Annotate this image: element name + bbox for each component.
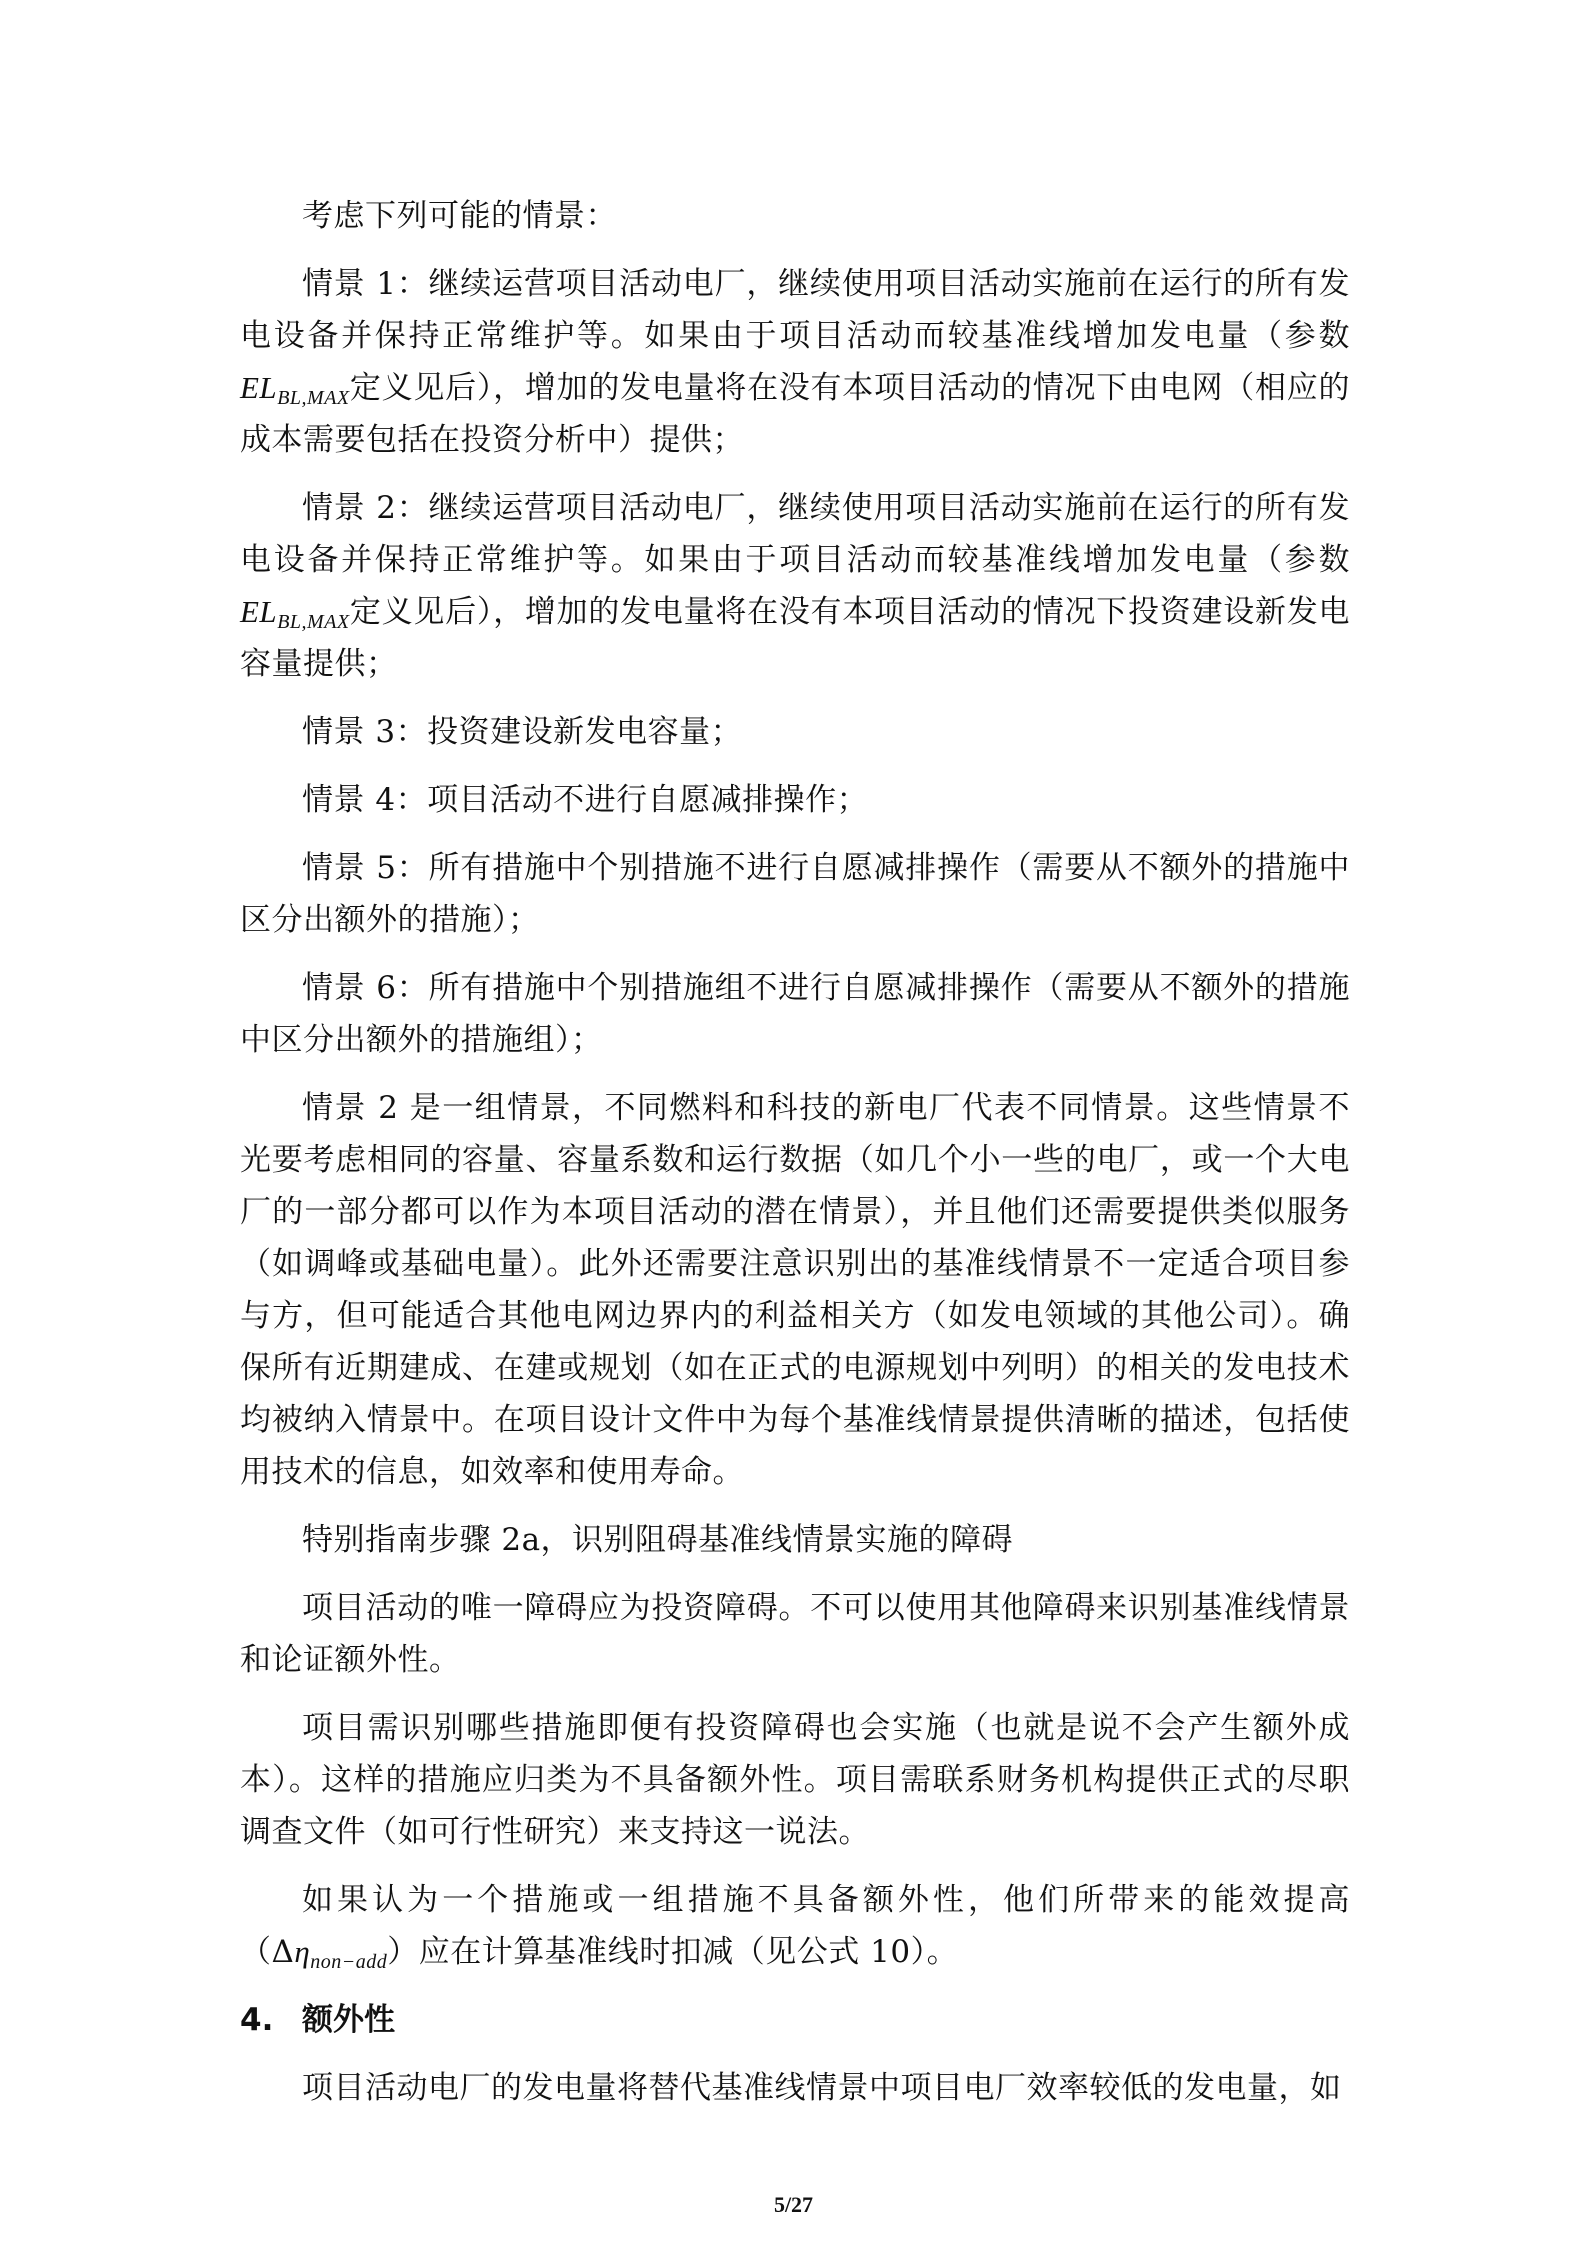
delta-symbol: Δ [271,1934,295,1970]
variable-main: EL [240,370,278,405]
variable-subscript: BL,MAX [277,387,350,409]
scenario-2-text-a: 情景 2：继续运营项目活动电厂，继续使用项目活动实施前在运行的所有发电设备并保持正常维护等。如果由于项目活动而较基准线增加发电量（参数 [240,490,1350,578]
eta-variable [294,1934,388,1973]
paragraph-additionality-intro: 项目活动电厂的发电量将替代基准线情景中项目电厂效率较低的发电量，如 [302,2070,1342,2106]
paragraph-investment-barrier: 项目活动的唯一障碍应为投资障碍。不可以使用其他障碍来识别基准线情景和论证额外性。 [240,1590,1350,1678]
paragraph-scenario-2-explanation: 情景 2 是一组情景，不同燃料和科技的新电厂代表不同情景。这些情景不光要考虑相同的容量、容量系数和运行数据（如几个小一些的电厂，或一个大电厂的一部分都可以作为本项目活动的潜在情景），并且他们还需要提供类似服务（如调峰或基础电量）。此外还需要注意识别出的基准线情景不一定适合项目参与方，但可能适合其他电网边界内的利益相关方（如发电领域的其他公司）。确保所有近期建成、在建或规划（如在正式的电源规划中列明）的相关的发电技术均被纳入情景中。在项目设计文件中为每个基准线情景提供清晰的描述，包括使用技术的信息，如效率和使用寿命。 [240,1090,1350,1490]
variable-subscript: BL,MAX [277,611,350,633]
efficiency-text-a: 如果认为一个措施或一组措施不具备额外性，他们所带来的能效提高（ [240,1882,1350,1970]
section-heading-additionality [240,1994,1350,2046]
scenario-2-text-b: 定义见后），增加的发电量将在没有本项目活动的情况下投资建设新发电容量提供； [240,594,1350,682]
paragraph-non-additional-measures: 项目需识别哪些措施即便有投资障碍也会实施（也就是说不会产生额外成本）。这样的措施应归类为不具备额外性。项目需联系财务机构提供正式的尽职调查文件（如可行性研究）来支持这一说法。 [240,1710,1350,1850]
scenario-1-text-b: 定义见后），增加的发电量将在没有本项目活动的情况下由电网（相应的成本需要包括在投资分析中）提供； [240,370,1350,458]
paragraph-scenario-5: 情景 5：所有措施中个别措施不进行自愿减排操作（需要从不额外的措施中区分出额外的措施）； [240,850,1350,938]
variable-el-bl-max [240,594,350,633]
efficiency-text-b: ）应在计算基准线时扣减（见公式 10）。 [387,1934,959,1970]
paragraph-scenario-1 [240,258,1350,466]
eta-main: η [294,1934,311,1969]
paragraph-step-2a-title: 特别指南步骤 2a，识别阻碍基准线情景实施的障碍 [302,1522,1014,1558]
paragraph-scenarios-intro: 考虑下列可能的情景： [302,198,617,234]
paragraph-scenario-6: 情景 6：所有措施中个别措施组不进行自愿减排操作（需要从不额外的措施中区分出额外的措施组）； [240,970,1350,1058]
paragraph-scenario-2 [240,482,1350,690]
paragraph-scenario-3: 情景 3：投资建设新发电容量； [302,714,743,750]
paragraph-scenario-4: 情景 4：项目活动不进行自愿减排操作； [302,782,869,818]
paragraph-efficiency-deduction [240,1874,1350,1978]
scenario-1-text-a: 情景 1：继续运营项目活动电厂，继续使用项目活动实施前在运行的所有发电设备并保持正常维护等。如果由于项目活动而较基准线增加发电量（参数 [240,266,1350,354]
variable-el-bl-max [240,370,350,409]
variable-main: EL [240,594,278,629]
page-number: 5/27 [773,2192,814,2217]
section-title: 额外性 [302,2002,395,2038]
document-body [240,190,1350,2130]
section-number: 4. [240,2002,274,2038]
eta-subscript: non−add [310,1951,388,1973]
